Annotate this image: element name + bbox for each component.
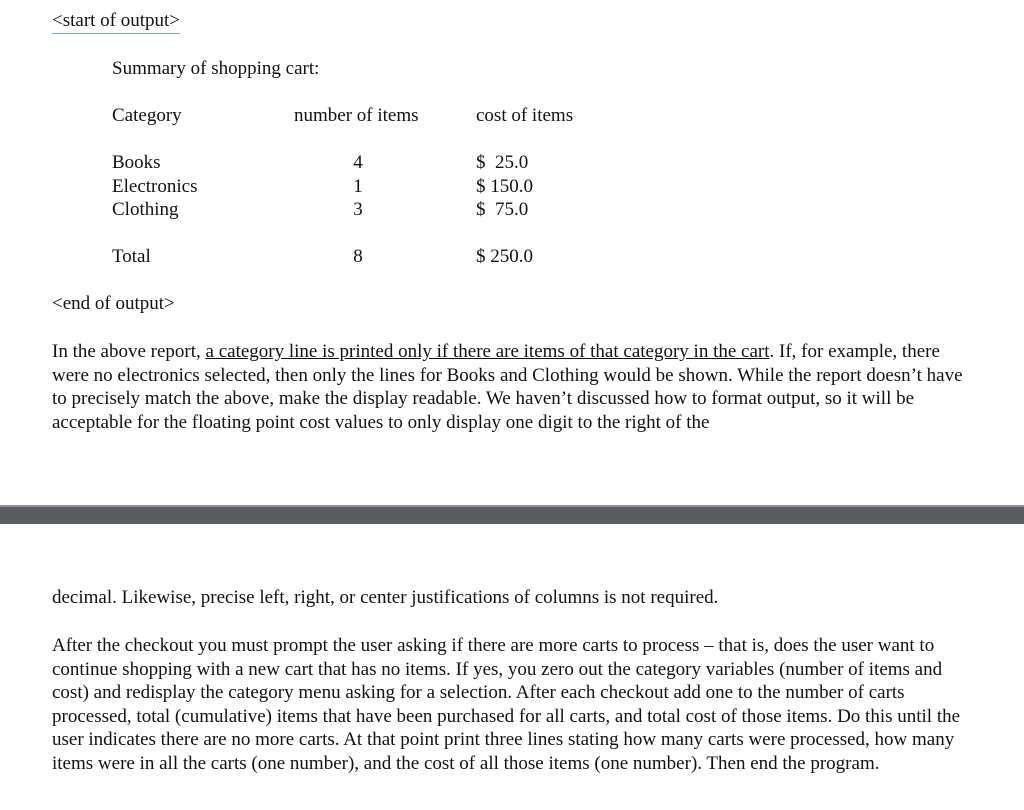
header-number-of-items: number of items: [294, 105, 419, 126]
row-category: Clothing: [112, 199, 179, 220]
page-break-separator: [0, 505, 1024, 524]
row-category: Books: [112, 152, 161, 173]
report-paragraph: In the above report, a category line is printed only if there are items of that category in the cart. If, for example, there were no electronics selected, then only the lines for Books and Clothing would be shown. While the report doesn’t have to precisely match the above, make the display readable. We haven’t discussed how to format output, so it will be acceptable for the floating point cost values to only display one digit to the right of the: [52, 341, 963, 433]
row-cost: $ 25.0: [476, 152, 529, 173]
continued-paragraph: decimal. Likewise, precise left, right, or center justifications of columns is not required.: [52, 587, 719, 608]
header-category: Category: [112, 105, 182, 126]
end-output-marker: <end of output>: [52, 293, 175, 314]
row-count: 1: [353, 176, 363, 197]
row-cost: $ 150.0: [476, 176, 533, 197]
row-category: Electronics: [112, 176, 198, 197]
summary-title: Summary of shopping cart:: [112, 58, 320, 79]
checkout-paragraph: After the checkout you must prompt the user asking if there are more carts to process – that is, does the user want to continue shopping with a new cart that has no items. If yes, you zero out the category variables (number of items and cost) and redisplay the category menu asking for a selection. After each checkout add one to the number of carts processed, total (cumulative) items that have been purchased for all carts, and total cost of those items. Do this until the user indicates there are no more carts. At that point print three lines stating how many carts were processed, how many items were in all the carts (one number), and the cost of all those items (one number). Then end the program.: [52, 635, 961, 774]
total-count: 8: [353, 246, 363, 267]
total-cost: $ 250.0: [476, 246, 533, 267]
underlined-rule: a category line is printed only if there are items of that category in the cart: [205, 341, 770, 362]
row-cost: $ 75.0: [476, 199, 529, 220]
start-output-marker: <start of output>: [52, 9, 180, 33]
header-cost-of-items: cost of items: [476, 105, 574, 126]
row-count: 3: [353, 199, 363, 220]
row-count: 4: [353, 152, 363, 173]
document-page-2: [0, 524, 1024, 810]
total-label: Total: [112, 246, 151, 267]
